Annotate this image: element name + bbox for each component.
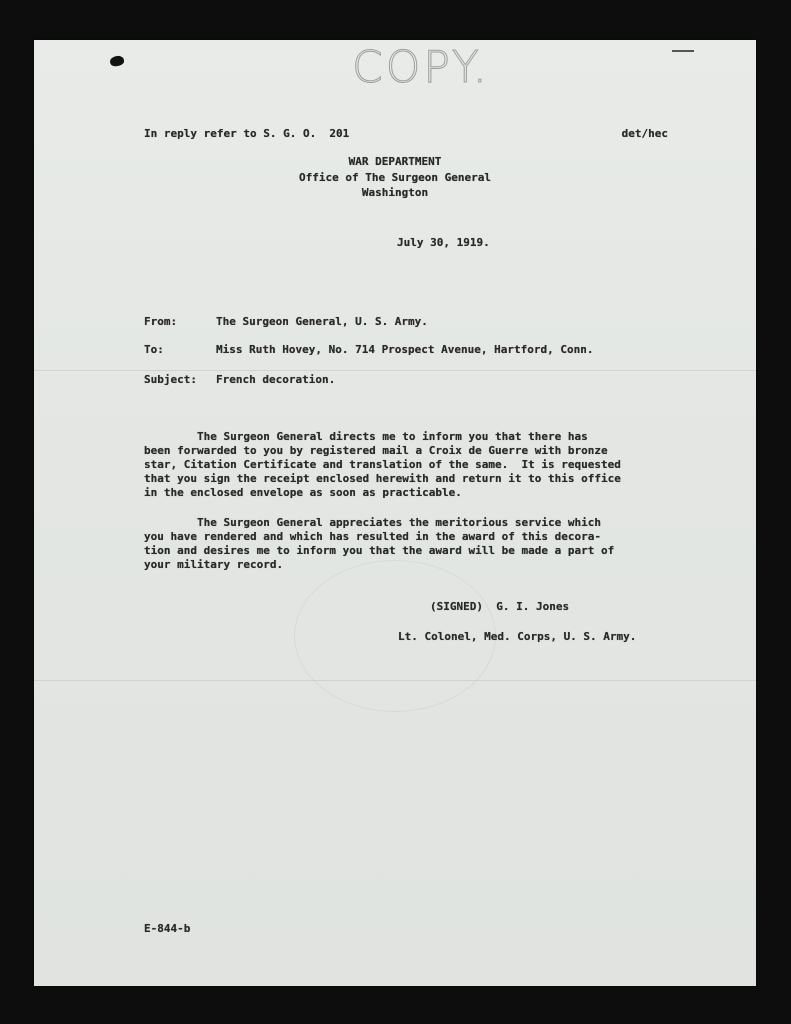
from-value: The Surgeon General, U. S. Army.: [216, 315, 428, 328]
paragraph-line: The Surgeon General appreciates the meritorious service which: [144, 516, 601, 529]
letterhead-department: WAR DEPARTMENT: [348, 155, 442, 168]
fold-line: [34, 370, 756, 371]
subject-label: Subject:: [144, 373, 197, 386]
body-paragraph-1: [144, 430, 664, 500]
paragraph-line: star, Citation Certificate and translation of the same. It is requested: [144, 458, 621, 471]
body-paragraph-2: [144, 516, 664, 572]
to-label: To:: [144, 343, 164, 356]
reference-line: In reply refer to S. G. O. 201: [144, 127, 350, 140]
paragraph-line: your military record.: [144, 558, 284, 571]
paragraph-line: been forwarded to you by registered mail a Croix de Guerre with bronze: [144, 444, 608, 457]
copy-stamp: COPY.: [352, 42, 490, 93]
letterhead-office: Office of The Surgeon General: [298, 171, 492, 184]
typist-initials: det/hec: [621, 127, 668, 140]
to-value: Miss Ruth Hovey, No. 714 Prospect Avenue, Hartford, Conn.: [216, 343, 594, 356]
signature-line: (SIGNED) G. I. Jones: [430, 600, 570, 613]
letterhead-city: Washington: [361, 186, 429, 199]
subject-value: French decoration.: [216, 373, 336, 386]
punch-hole-mark: [109, 55, 125, 67]
signature-rank: Lt. Colonel, Med. Corps, U. S. Army.: [398, 630, 637, 643]
paragraph-line: in the enclosed envelope as soon as practicable.: [144, 486, 462, 499]
from-label: From:: [144, 315, 178, 328]
form-code: E-844-b: [144, 922, 191, 935]
paragraph-line: that you sign the receipt enclosed herewith and return it to this office: [144, 472, 621, 485]
pencil-mark: [672, 50, 694, 52]
paragraph-line: tion and desires me to inform you that the award will be made a part of: [144, 544, 615, 557]
letter-date: July 30, 1919.: [397, 236, 490, 249]
paragraph-line: you have rendered and which has resulted in the award of this decora-: [144, 530, 601, 543]
paragraph-line: The Surgeon General directs me to inform you that there has: [144, 430, 588, 443]
letter-page: [34, 40, 756, 986]
